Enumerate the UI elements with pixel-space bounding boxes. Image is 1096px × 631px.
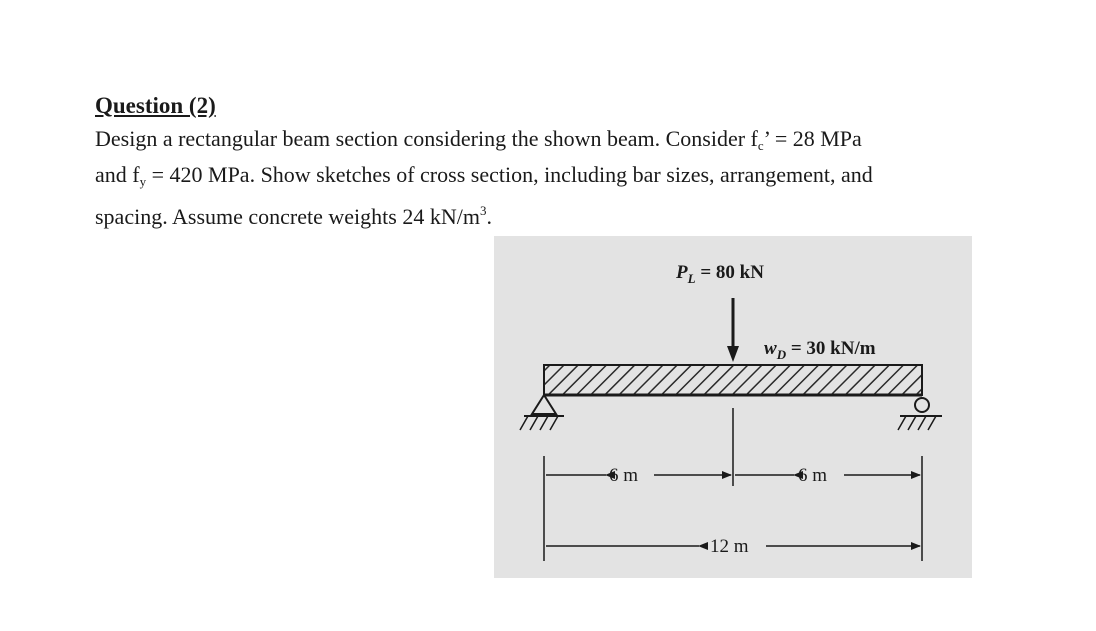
question-line-1: Design a rectangular beam section considering the shown beam. Consider $f_c$’ = 28 MPa xyxy=(95,126,862,153)
question-line-2: and $f_y = 420$ MPa. Show sketches of cross section, including bar sizes, arrangement, and xyxy=(95,162,873,189)
total-span-dimension xyxy=(546,536,920,557)
pin-support-icon xyxy=(520,395,564,430)
beam-diagram xyxy=(494,236,972,578)
question-text xyxy=(95,124,995,231)
left-span-label: 6 m xyxy=(609,465,639,486)
distributed-load-label: $w_D = 30$ kN/m xyxy=(764,338,876,362)
point-load-arrow xyxy=(727,298,739,362)
roller-support-icon xyxy=(898,398,942,430)
question-heading: Question (2) xyxy=(95,93,216,118)
left-span-dimension xyxy=(546,465,731,486)
beam-figure xyxy=(494,236,972,578)
beam xyxy=(544,365,922,395)
right-span-dimension xyxy=(735,465,920,486)
point-load-label: $P_L = 80$ kN xyxy=(676,262,764,286)
question-line-3: spacing. Assume concrete weights 24 $kN/m^3$. xyxy=(95,203,492,229)
right-span-label: 6 m xyxy=(798,465,828,486)
total-span-label: 12 m xyxy=(710,536,749,557)
